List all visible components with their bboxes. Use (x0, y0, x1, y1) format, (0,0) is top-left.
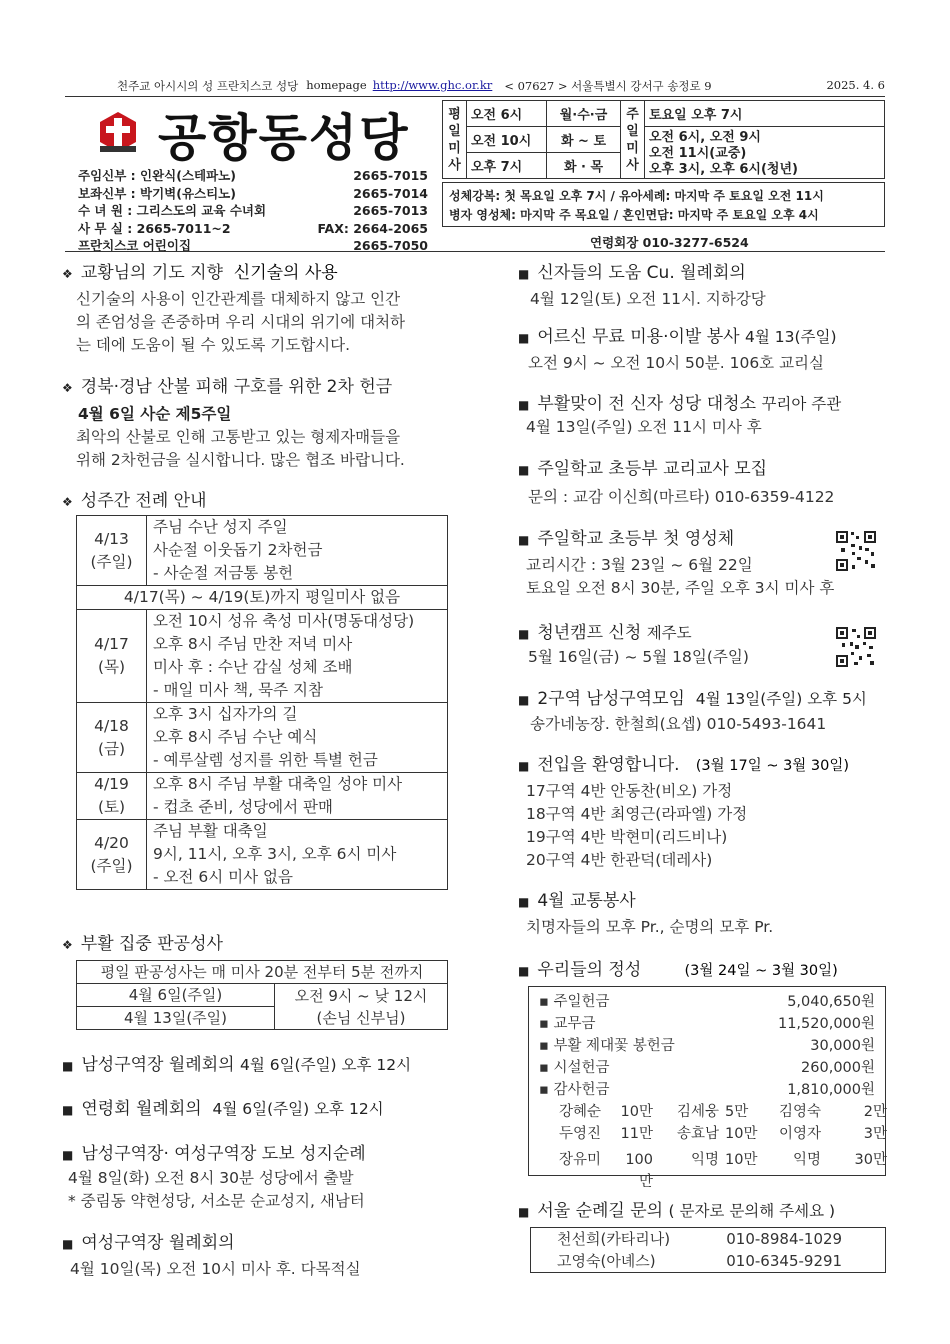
staff-row: 주임신부 : 인완식(스테파노) 2665-7015 (78, 168, 428, 183)
section-teacher-recruit: ■ 주일학교 초등부 교리교사 모집 (518, 459, 768, 479)
schedule-detail: 오후 3시 십자가의 길 오후 8시 주님 수난 예식 - 예루살렘 성지를 위한 특별 헌금 (147, 703, 448, 773)
square-bullet-icon: ■ (518, 463, 530, 477)
square-bullet-icon: ■ (62, 1059, 74, 1073)
homepage-label: homepage (306, 78, 367, 92)
section-first-communion: ■ 주일학교 초등부 첫 영성체 (518, 529, 735, 549)
section-fire-relief: ❖ 경북·경남 산불 피해 구호를 위한 2차 헌금 (62, 377, 393, 397)
offering-row: ▪ 시설헌금 260,000원 (539, 1060, 875, 1076)
schedule-detail: 오전 10시 성유 축성 미사(명동대성당) 오후 8시 주님 만찬 저녁 미사 미사 후 : 수난 감실 성체 조배 - 매일 미사 책, 묵주 지참 (147, 610, 448, 703)
confession-time: 오전 9시 ~ 낮 12시 (손님 신부님) (275, 984, 448, 1030)
diamond-bullet-icon: ❖ (62, 381, 73, 395)
square-bullet-icon: ■ (518, 693, 530, 707)
square-bullet-icon: ■ (518, 964, 530, 978)
offering-row: ▪ 주일헌금 5,040,650원 (539, 994, 875, 1010)
mass-time: 오후 7시 (467, 153, 547, 179)
table-row (77, 773, 448, 820)
square-bullet-icon: ■ (518, 533, 530, 547)
parish-info: 천주교 아시시의 성 프란치스코 성당 (117, 79, 299, 93)
section-cleaning: ■ 부활맞이 전 신자 성당 대청소 꾸리아 주관 (518, 394, 842, 414)
qr-code-icon[interactable] (835, 626, 877, 668)
table-row (77, 820, 448, 890)
district-2-body: 송가네농장. 한철희(요셉) 010-5493-1641 (530, 715, 827, 733)
table-row (77, 610, 448, 703)
help-meeting-body: 4월 12일(토) 오전 11시. 지하강당 (530, 290, 766, 308)
section-seoul-pilgrimage: ■ 서울 순례길 문의 ( 문자로 문의해 주세요 ) (518, 1201, 836, 1221)
schedule-date: 4/20 (주일) (77, 820, 147, 890)
prayer-topic: 신기술의 사용 (233, 263, 338, 283)
diamond-bullet-icon: ❖ (62, 495, 73, 509)
homepage-link[interactable]: http://www.ghc.or.kr (372, 78, 493, 92)
schedule-detail: 주님 부활 대축일 9시, 11시, 오후 3시, 오후 6시 미사 - 오전 6시 미사 없음 (147, 820, 448, 890)
sunday-times: 오전 6시, 오전 9시 오전 11시(교중) 오후 3시, 오후 6시(청년) (645, 127, 885, 179)
youth-camp-body: 5월 16일(금) ~ 5월 18일(주일) (528, 648, 749, 666)
welcome-list: 17구역 4반 안동찬(비오) 가정 18구역 4반 최영근(라파엘) 가정 19구역 4반 박현미(리드비나) 20구역 4반 한관덕(데레사) (526, 782, 748, 869)
staff-row: 수 녀 원 : 그리스도의 교육 수녀회 2665-7013 (78, 203, 428, 219)
section-pilgrimage-walk: ■ 남성구역장· 여성구역장 도보 성지순례 (62, 1144, 366, 1164)
donor-grid: 강혜순 10만 김세웅 5만 김영숙 2만 두영진 11만 송효남 10만 이영자 3만 장유미 100만 익명 10만 익명 30만 (559, 1104, 887, 1190)
mass-time: 오전 6시 (467, 101, 547, 127)
section-funeral-meeting: ■ 연령회 월례회의 4월 6일(주일) 오후 12시 (62, 1099, 384, 1119)
square-bullet-icon: ■ (518, 398, 530, 412)
staff-row: 사 무 실 : 2665-7011~2 FAX: 2664-2065 (78, 220, 428, 236)
schedule-note: 4/17(목) ~ 4/19(토)까지 평일미사 없음 (77, 586, 448, 610)
fire-body: 최악의 산불로 인해 고통받고 있는 형제자매들을 위해 2차헌금을 실시합니다. 많은 협조 바랍니다. (76, 428, 405, 469)
confession-table (76, 960, 448, 1030)
issue-date: 2025. 4. 6 (826, 78, 885, 92)
page-title: 공항동성당 (158, 109, 410, 167)
mass-time: 오전 10시 (467, 127, 547, 153)
schedule-detail: 오후 8시 주님 부활 대축일 성야 미사 - 컵초 준비, 성당에서 판매 (147, 773, 448, 820)
sacraments-box (442, 182, 885, 227)
contact-name: 천선희(카타리나) (531, 1228, 717, 1251)
section-liturgy: ❖ 성주간 전례 안내 (62, 491, 207, 511)
mass-days: 월·수·금 (547, 101, 621, 127)
square-bullet-icon: ■ (518, 627, 530, 641)
haircut-service-body: 오전 9시 ~ 오전 10시 50분. 106호 교리실 (528, 354, 824, 372)
section-youth-camp: ■ 청년캠프 신청 제주도 (518, 623, 692, 643)
schedule-date: 4/18 (금) (77, 703, 147, 773)
square-bullet-icon: ■ (518, 759, 530, 773)
schedule-date: 4/17 (목) (77, 610, 147, 703)
pilgrimage-walk-body: 4월 8일(화) 오전 8시 30분 성당에서 출발 * 중림동 약현성당, 서소문 순교성지, 새남터 (68, 1169, 365, 1210)
section-traffic-service: ■ 4월 교통봉사 (518, 891, 636, 911)
weekday-mass-label: 평일미사 (443, 101, 467, 179)
section-prayer: ❖ 교황님의 기도 지향 신기술의 사용 (62, 263, 338, 283)
square-bullet-icon: ■ (518, 267, 530, 281)
offering-row: ▪ 부활 제대꽃 봉헌금 30,000원 (539, 1038, 875, 1054)
table-row (77, 703, 448, 773)
teacher-recruit-body: 문의 : 교감 이신희(마르타) 010-6359-4122 (528, 488, 835, 506)
header-line (65, 78, 885, 94)
schedule-detail: 주님 수난 성지 주일 사순절 이웃돕기 2차헌금 - 사순절 저금통 봉헌 (147, 516, 448, 586)
section-women-leaders: ■ 여성구역장 월례회의 (62, 1233, 235, 1253)
holy-week-schedule (76, 515, 448, 890)
pilgrimage-contacts (530, 1227, 886, 1273)
mass-days: 화 ~ 토 (547, 127, 621, 153)
square-bullet-icon: ■ (62, 1148, 74, 1162)
sunday-mass-label: 주일미사 (621, 101, 645, 179)
women-leaders-body: 4월 10일(목) 오전 10시 미사 후. 다목적실 (70, 1260, 361, 1278)
section-district-2: ■ 2구역 남성구역모임 4월 13일(주일) 오후 5시 (518, 689, 867, 709)
prayer-body: 신기술의 사용이 인간관계를 대체하지 않고 인간 의 존엄성을 존중하며 우리 시대의 위기에 대처하 는 데에 도움이 될 수 있도록 기도합시다. (76, 290, 406, 354)
section-welcome: ■ 전입을 환영합니다. (3월 17일 ~ 3월 30일) (518, 755, 850, 775)
square-bullet-icon: ■ (518, 331, 530, 345)
table-row (77, 586, 448, 610)
contact-phone[interactable]: 010-6345-9291 (716, 1250, 885, 1273)
qr-code-icon[interactable] (835, 530, 877, 572)
traffic-service-body: 치명자들의 모후 Pr., 순명의 모후 Pr. (526, 918, 774, 936)
square-bullet-icon: ■ (62, 1237, 74, 1251)
cleaning-body: 4월 13일(주일) 오전 11시 미사 후 (526, 418, 762, 436)
contact-name: 고영숙(아녜스) (531, 1250, 717, 1273)
section-men-leaders: ■ 남성구역장 월례회의 4월 6일(주일) 오후 12시 (62, 1055, 412, 1075)
mass-schedule-table (442, 100, 885, 179)
staff-list (78, 167, 428, 255)
section-help-meeting: ■ 신자들의 도움 Cu. 월례회의 (518, 263, 746, 283)
staff-row: 프란치스코 어린이집 2665-7050 (78, 238, 428, 254)
schedule-date: 4/13 (주일) (77, 516, 147, 586)
square-bullet-icon: ■ (62, 1103, 74, 1117)
section-haircut-service: ■ 어르신 무료 미용·이발 봉사 4월 13(주일) (518, 327, 837, 347)
table-row (77, 516, 448, 586)
header-rule (65, 96, 885, 97)
first-communion-body: 교리시간 : 3월 23일 ~ 6월 22일 토요일 오전 8시 30분, 주일 오후 3시 미사 후 (526, 556, 835, 597)
confession-note: 평일 판공성사는 매 미사 20분 전부터 5분 전까지 (77, 961, 448, 984)
table-row (531, 1228, 886, 1251)
diamond-bullet-icon: ❖ (62, 938, 73, 952)
confession-date: 4월 13일(주일) (77, 1007, 275, 1030)
parish-logo-icon (95, 108, 141, 156)
offering-row: ▪ 감사헌금 1,810,000원 (539, 1082, 875, 1098)
square-bullet-icon: ■ (518, 895, 530, 909)
section-confession: ❖ 부활 집중 판공성사 (62, 934, 223, 954)
staff-row: 보좌신부 : 박기벽(유스티노) 2665-7014 (78, 185, 428, 201)
header-bottom-rule (65, 251, 885, 252)
table-row (531, 1250, 886, 1273)
sacraments-line: 병자 영성체: 마지막 주 목요일 / 혼인면담: 마지막 주 토요일 오후 4시 (449, 208, 819, 222)
mass-days: 화 · 목 (547, 153, 621, 179)
offering-row: ▪ 교무금 11,520,000원 (539, 1016, 875, 1032)
diamond-bullet-icon: ❖ (62, 267, 73, 281)
sacraments-line: 성체강복: 첫 목요일 오후 7시 / 유아세례: 마지막 주 토요일 오전 11시 (449, 189, 824, 203)
president-contact: 연령회장 010-3277-6524 (590, 235, 749, 250)
offerings-box (528, 986, 887, 1190)
address: < 07627 > 서울특별시 강서구 송정로 9 (504, 79, 712, 93)
contact-phone[interactable]: 010-8984-1029 (716, 1228, 885, 1251)
fire-subtitle: 4월 6일 사순 제5주일 (78, 405, 232, 423)
confession-date: 4월 6일(주일) (77, 984, 275, 1007)
square-bullet-icon: ■ (518, 1205, 530, 1219)
sunday-time: 토요일 오후 7시 (645, 101, 885, 127)
schedule-date: 4/19 (토) (77, 773, 147, 820)
section-offerings: ■ 우리들의 정성 (3월 24일 ~ 3월 30일) (518, 960, 838, 980)
